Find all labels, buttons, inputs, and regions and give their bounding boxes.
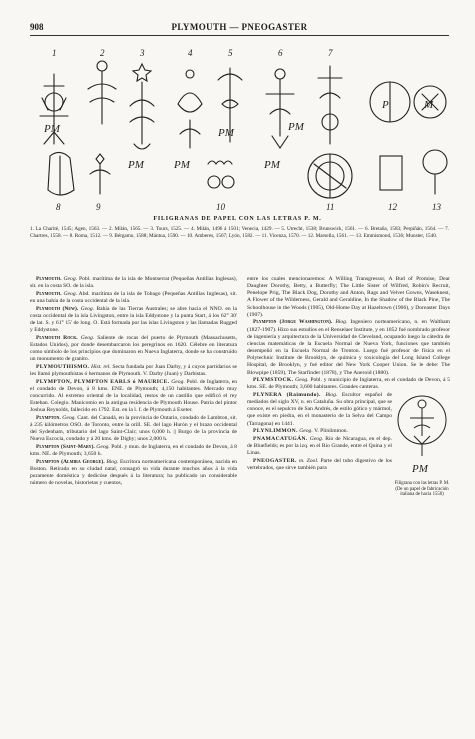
entry-headword: PLYNLIMMON. [253, 428, 298, 435]
entry-category: Geog. [295, 377, 309, 384]
entry-headword: Plymouth Rock. [36, 334, 78, 341]
figure-caption: FILIGRANAS DE PAPEL CON LAS LETRAS P. M. [153, 216, 322, 222]
dictionary-entry [30, 291, 237, 305]
entry-headword: Plympton (Saint-Mary). [36, 444, 95, 451]
entry-headword: Plymouth. [36, 290, 62, 297]
dictionary-entry [30, 335, 237, 364]
entry-category: m. Zool. [298, 457, 319, 464]
watermark-letters: PM [174, 159, 190, 171]
entry-headword: PLYMPTON, PLYMPTON EARLS ó MAURICE. [36, 378, 170, 385]
watermark-illustrations [30, 44, 450, 214]
figure-number: 5 [228, 48, 233, 58]
entry-text: Saliente de rocas del puerto de Plymouth (Massachusetts, Estados Unidos), por donde desembarcaron los peregrinos en 1620. Célebre en literatura como símbolo de los principios que dominaron en Nueva Inglaterra, donde se ha construído un monumento de granito. [30, 334, 237, 363]
figure-number: 6 [278, 48, 283, 58]
entry-headword: Plymouth. [36, 276, 62, 282]
entry-headword: PLYNERA (Raimundo). [253, 392, 321, 398]
watermark-4-drawing [178, 70, 202, 148]
watermark-6-drawing [266, 69, 294, 148]
watermark-letters: M [424, 99, 434, 111]
entry-headword: PNAMACATUGÁN. [253, 435, 308, 442]
entry-category: Geog. [309, 435, 324, 442]
figure-number: 7 [328, 48, 333, 58]
entry-text: Pobl. y mun. de Inglaterra, en el condado de Devon, á 8 kms. NE. de Plymouth; 3,650 h. [30, 444, 237, 458]
entry-category: Geog. [62, 414, 76, 421]
watermark-letters: PM [264, 159, 280, 171]
entry-category: Biog. [106, 458, 119, 465]
entry-headword: Plymouth (New). [36, 305, 79, 312]
entry-headword: Plympton (Jorge Washington). [253, 319, 333, 326]
entry-headword: Plympton. [36, 414, 61, 421]
entry-category: Biog. [325, 392, 338, 398]
page-header [30, 22, 449, 34]
entry-text: Abd. marítima de la isla de Tobago (Pequeñas Antillas Inglesas), sit. en una bahía de la costa occidental de la isla. [30, 290, 237, 304]
page-number: 908 [30, 22, 44, 32]
watermark-3-drawing [130, 64, 154, 149]
watermark-letters: PM [128, 159, 144, 171]
entry-headword: PLYMSTOCK. [253, 377, 294, 384]
watermark-9-drawing [90, 154, 110, 194]
entry-category: Geog. [80, 305, 95, 312]
watermark-figure [30, 44, 450, 214]
entry-category: Geog. [63, 276, 78, 282]
entry-category: Geog. [63, 290, 78, 297]
dictionary-entry [247, 458, 392, 472]
entry-text: entre los cuales mencionaremos: A Willing Transgressor, A Bud of Promise, Dear Daughter Dorothy, Betty, a Butterfly; The Little Sister of Wilfred, Robin's Recruit, Penelope Prig, The Black Dog, Dorothy and Anton, Rags and Velvet Gowns, Waseknest, A Flower of the Wilderness, Gerald and Geraldine, In the Shadow of the Black Pine, The Schoolhouse in the Woods (1905), Old-Home Day at Hazeltown (1906), y Doreaster Days (1907). [247, 276, 450, 318]
inset-caption: Filigrana con las letras P. M. (De un papel de fabricación italiana de hacia 1550) [394, 481, 450, 498]
watermark-7-drawing [318, 66, 342, 144]
entry-text: Bahía de las Tierras Australes; se abre hacia el NNO. en la costa occidental de la isla Livingston, entre la isla Eddystone y la punta Start, á los 62° 30' de lat. S. y 61° 15' de long. O. Está formada por las islas Livingston y las llamadas Rugged y Eddystone. [30, 305, 237, 334]
entry-text: Ingeniero norteamericano, n. en Waltham (1827-1907). Hizo sus estudios en el Renselaer Institute, y en 1852 fué nombrado profesor de ingeniería y arquitectura de la Universidad de Cleveland, ocupando luego la cátedra de ciencias matemáticas de la Escuela Normal de Nueva York, funciones que también desempeñó en la Escuela Normal de Trenton. Luego fué profesor de física en el Polytechnic Institute de Brooklyn, de química y toxicología del Long Island College Hospital, de Brooklyn, y fué editor del New York Cooper Union. Se le debe: The Blowpipe (1859), The Starfinder (1878), y The Aneroid (1880). [247, 319, 450, 376]
entry-text: Parte del tubo digestivo de los vertebrados, que sirve también para [247, 457, 392, 472]
watermark-letters: PM [288, 121, 304, 133]
header-rule [30, 35, 449, 36]
dictionary-entry [30, 276, 237, 290]
watermark-letters: PM [218, 127, 234, 139]
inset-letters: PM [412, 463, 428, 475]
watermark-letters: P [382, 99, 389, 111]
figure-number: 9 [96, 202, 101, 212]
dictionary-entry [30, 306, 237, 335]
watermark-12-13-drawing [380, 150, 447, 194]
figure-number: 10 [216, 202, 225, 212]
right-column [247, 276, 450, 498]
entry-category: Geog. [299, 428, 313, 435]
entry-headword: PNEOGASTER. [253, 457, 297, 464]
dictionary-entry [30, 379, 237, 415]
entry-text: Escritora norteamericana contemporánea, nacida en Boston. Retirada en su ciudad natal, consagró su vida durante muchos años á la vida puramente doméstica y dedicóse después á la literatura; ha publicado un considerable número de novelas, historietas y cuentos, [30, 458, 237, 487]
entry-headword: Plympton (Almira George). [36, 458, 105, 465]
dictionary-entry [247, 392, 392, 428]
entry-text: V. Plinlimmon. [314, 428, 348, 435]
entry-category: Geog. [171, 378, 185, 385]
running-head: PLYMOUTH — PNEOGASTER [171, 22, 308, 32]
entry-text: Secta fundada por Juan Darby, y á cuyos partidarios se les llamó plymouthistas ó hermanos de Plymouth. V. Darby (Juan) y Darbistas. [30, 363, 237, 378]
entry-category: Geog. [96, 444, 110, 451]
dictionary-entry [30, 459, 237, 488]
figure-number: 3 [140, 48, 145, 58]
dictionary-entry [30, 364, 237, 378]
figure-number: 11 [326, 202, 335, 212]
entry-text: Río de Nicaragua, en el dep. de Bluefields; es por la izq. en el Río Grande, entre el Quina y el Linas. [247, 435, 392, 457]
figure-number: 12 [388, 202, 397, 212]
entry-text: Pobl. de Inglaterra, en el condado de Devon, á 8 kms. ENE. de Plymouth; 4,150 habitantes. Mercado muy concurrido. Al extremo oriental de la localidad, restos de un castillo que edificó el rey Esteban. Colegio. Manicomio en la antigua residencia de Plymouth House. Patria del pintor Joshua Reynolds, fallecido en 1792. Est. en la l. f. de Plymouth á Exeter. [30, 378, 238, 414]
watermark-10-drawing [208, 161, 234, 188]
figure-legend: 1. La Charité, 1545; Agen, 1563. — 2. Milán, 1565. — 3. Tours, 1525. — 4. Milán, 1496 á 1501; Venecia, 1429. — 5. Utrecht, 1538; Brunswick, 1561. — 6. Bretaña, 1583; Perpiñán, 1564. — 7. Chartres, 1558. — 8. Roma, 1512. — 9. Bérgamo, 1588; Mántua, 1590. — 10. Amberes, 1567; Lyón, 1582. — 11. Vicenza, 1570. — 12. Marsella, 1561. — 13. Emmismond, 1536; Munster, 1540. [30, 226, 449, 239]
dictionary-entry [30, 415, 237, 444]
dictionary-entry-continued [247, 276, 450, 319]
left-column [30, 276, 237, 488]
figure-number: 4 [188, 48, 193, 58]
dictionary-entry [247, 377, 450, 391]
dictionary-entry [247, 428, 392, 435]
entry-category: Hist. rel. [90, 363, 111, 370]
figure-number: 1 [52, 48, 57, 58]
dictionary-entry [247, 319, 450, 376]
entry-category: Biog. [335, 319, 348, 326]
watermark-8-drawing [48, 152, 74, 195]
entry-headword: PLYMOUTHISMO. [36, 363, 90, 370]
figure-number: 2 [100, 48, 105, 58]
inset-watermark-drawing [394, 392, 450, 480]
inset-figure [394, 392, 450, 498]
entry-text: Cant. del Canadá, en la provincia de Ontario, condado de Lambton, sit. á 235 kilómetros OSO. de Toronto, entre la orill. SE. del lago Hurón y el brazo occidental del Sydenham, tributario del lago Saint-Clair; unos 6,000 h. || Burgo de la provincia de Nueva Escocia, condado y á 20 kms. de Digby; unos 2,000 h. [30, 414, 237, 443]
watermark-letters: PM [44, 123, 60, 135]
watermark-11-drawing [308, 154, 352, 198]
entry-category: Geog. [80, 334, 95, 341]
dictionary-entry [247, 436, 392, 457]
figure-number: 8 [56, 202, 61, 212]
entry-text: Pobl. marítima de la isla de Montserrat (Pequeñas Antillas Inglesas), sit. en la costa SO. de la isla. [30, 276, 238, 290]
figure-number: 13 [432, 202, 441, 212]
entry-text: Pobl. y municipio de Inglaterra, en el condado de Devon, á 5 kms. SE. de Plymouth; 3,600 habitantes. Grandes canteras. [247, 377, 450, 391]
entry-text: Escultor español de mediados del siglo XV, n. en Cataluña. Su obra principal, que se conoce, es el sepulcro de San Andrés, de estilo gótico y mármol, que existe en piedra, en el monasterio de la Selva del Campo (Tarragona) en 1441. [247, 392, 392, 427]
watermark-2-drawing [88, 61, 116, 124]
dictionary-entry [30, 444, 237, 458]
